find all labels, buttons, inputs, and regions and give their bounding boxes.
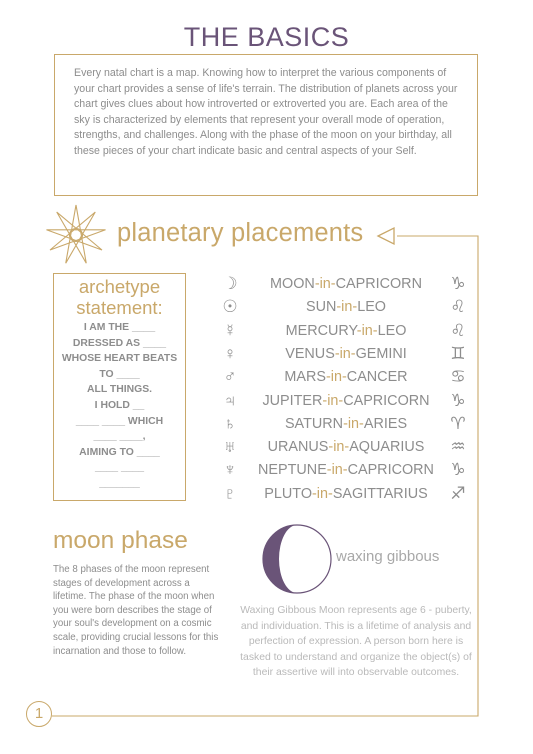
planet-name: SATURN xyxy=(284,415,344,432)
planet-name: VENUS xyxy=(285,345,335,362)
placement-row xyxy=(218,343,478,365)
venus-icon: ♀ xyxy=(223,343,237,363)
moon-icon: ☽ xyxy=(222,274,238,293)
planetary-placements-title: planetary placements xyxy=(117,219,364,247)
in-connector: -in- xyxy=(343,415,364,432)
moon-phase-description: The 8 phases of the moon represent stages of development across a lifetime. The phase of the moon when you were born describes the stage of your soul's development on a cosmic scale, providing crucial lessons for this incarnation and those to follow. xyxy=(53,564,219,657)
archetype-title: archetype statement: xyxy=(76,276,163,318)
placement-text xyxy=(240,273,452,295)
archetype-line: AIMING TO ____ xyxy=(79,446,160,458)
uranus-icon: ♅ xyxy=(223,437,237,457)
sign-name: LEO xyxy=(357,299,386,316)
placement-row xyxy=(218,436,478,458)
archetype-line: DRESSED AS ____ xyxy=(72,337,167,349)
pluto-icon: ♇ xyxy=(223,483,237,503)
planet-name: MARS xyxy=(284,369,326,386)
sign-name: CAPRICORN xyxy=(347,462,434,479)
placement-text xyxy=(240,459,452,481)
placement-row xyxy=(218,459,478,481)
planet-name: PLUTO xyxy=(264,485,313,502)
sagittarius-icon: ♐ xyxy=(450,483,466,503)
placement-text xyxy=(240,413,452,435)
sign-name: GEMINI xyxy=(355,345,407,362)
planet-name: JUPITER xyxy=(262,392,323,409)
planet-name: MERCURY xyxy=(285,322,357,339)
archetype-line: _______ xyxy=(99,477,140,489)
archetype-statement xyxy=(57,320,182,492)
archetype-line: ____ ____, xyxy=(93,431,146,443)
nine-point-star-icon xyxy=(44,203,108,267)
placement-text xyxy=(240,390,452,412)
sign-name: ARIES xyxy=(363,415,408,432)
in-connector: -in- xyxy=(334,345,356,362)
placement-text xyxy=(240,320,452,342)
sign-name: CANCER xyxy=(346,369,408,386)
cancer-icon: ♋ xyxy=(450,367,466,387)
mercury-icon: ☿ xyxy=(223,320,237,340)
waxing-gibbous-moon-icon xyxy=(261,523,333,595)
page-title: THE BASICS xyxy=(183,22,350,52)
placement-row xyxy=(218,296,478,318)
placement-text xyxy=(240,296,452,318)
planet-name: SUN xyxy=(306,299,337,316)
in-connector: -in- xyxy=(314,276,336,292)
archetype-line: ALL THINGS. xyxy=(86,384,153,396)
leo-icon: ♌ xyxy=(450,297,466,317)
placement-row xyxy=(218,483,478,505)
sun-icon: ☉ xyxy=(222,297,238,317)
sign-name: CAPRICORN xyxy=(335,276,422,292)
in-connector: -in- xyxy=(356,322,378,339)
page-number: 1 xyxy=(34,705,44,722)
sign-name: SAGITTARIUS xyxy=(332,485,428,502)
phase-name: waxing gibbous xyxy=(336,548,440,565)
leo-icon: ♌ xyxy=(450,320,466,340)
capricorn-icon: ♑ xyxy=(450,390,466,410)
sign-name: CAPRICORN xyxy=(343,392,430,409)
in-connector: -in- xyxy=(326,462,348,479)
placement-row xyxy=(218,320,478,342)
intro-text: Every natal chart is a map. Knowing how to interpret the various components of your chart provides a sense of life's terrain. The distribution of planets across your chart gives clues about how introverted or extroverted you are. Each area of the sky is characterized by elements that represent your overall mode of operation, strengths, and challenges. Along with the phase of the moon on your birthday, all these pieces of your chart indicate basic and central aspects of your Self. xyxy=(74,67,458,157)
planet-name: NEPTUNE xyxy=(258,462,327,479)
sign-name: AQUARIUS xyxy=(349,439,425,456)
placement-text xyxy=(240,343,452,365)
archetype-line: WHOSE HEART BEATS xyxy=(61,353,178,365)
archetype-line: ____ ____ WHICH xyxy=(75,415,164,427)
saturn-icon: ♄ xyxy=(223,413,237,433)
placement-row xyxy=(218,366,478,388)
arrow-left-icon xyxy=(375,225,397,247)
placement-row xyxy=(218,413,478,435)
in-connector: -in- xyxy=(328,439,350,456)
planet-name: URANUS xyxy=(267,439,329,456)
mars-icon: ♂ xyxy=(223,367,237,387)
in-connector: -in- xyxy=(336,299,358,316)
moon-phase-title: moon phase xyxy=(53,527,188,554)
placement-text xyxy=(240,366,452,388)
placement-text xyxy=(240,483,452,505)
placement-row xyxy=(218,390,478,412)
in-connector: -in- xyxy=(312,485,333,502)
phase-description: Waxing Gibbous Moon represents age 6 - puberty, and individuation. This is a lifetime of analysis and perfection of expression. A person born here is tasked to understand and organize the object(s) of their assertive will into observable outcomes. xyxy=(240,605,472,679)
neptune-icon: ♆ xyxy=(223,460,237,480)
capricorn-icon: ♑ xyxy=(450,274,466,293)
in-connector: -in- xyxy=(322,392,344,409)
capricorn-icon: ♑ xyxy=(450,460,466,480)
archetype-line: ____ ____ xyxy=(94,462,145,474)
archetype-line: TO ____ xyxy=(99,368,140,380)
placement-text xyxy=(240,436,452,458)
aries-icon: ♈ xyxy=(450,413,466,433)
placement-row xyxy=(218,273,478,295)
planet-name: MOON xyxy=(270,276,315,292)
archetype-line: I AM THE ____ xyxy=(83,322,156,333)
in-connector: -in- xyxy=(326,369,347,386)
jupiter-icon: ♃ xyxy=(223,390,237,410)
aquarius-icon: ♒ xyxy=(450,437,466,457)
archetype-line: I HOLD __ xyxy=(94,399,145,411)
gemini-icon: ♊ xyxy=(450,343,466,363)
sign-name: LEO xyxy=(377,322,407,339)
